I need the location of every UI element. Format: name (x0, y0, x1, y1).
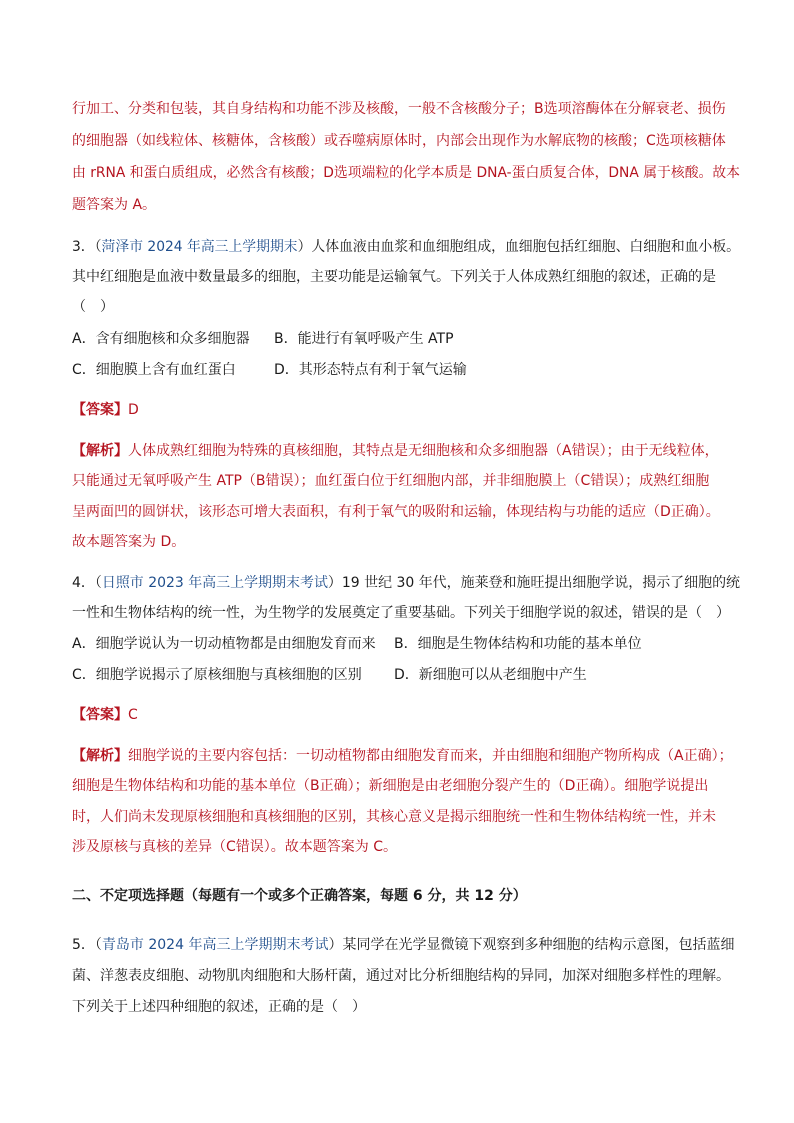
question-3-answer: 【答案】D (72, 402, 139, 418)
question-4-stem-line: 一性和生物体结构的统一性，为生物学的发展奠定了重要基础。下列关于细胞学说的叙述，错误的是（ ） (72, 605, 730, 621)
question-3-paren: （ ） (72, 299, 114, 315)
question-3-option-c: C．细胞膜上含有血红蛋白 (72, 362, 236, 378)
question-3-option-b: B．能进行有氧呼吸产生 ATP (274, 331, 454, 347)
question-4-option-c: C．细胞学说揭示了原核细胞与真核细胞的区别 (72, 667, 362, 683)
question-source: 日照市 2023 年高三上学期期末考试 (101, 575, 328, 591)
question-5-stem: 5．（青岛市 2024 年高三上学期期末考试）某同学在光学显微镜下观察到多种细胞的结构示意图，包括蓝细 (72, 937, 735, 953)
question-4-explanation: 【解析】细胞学说的主要内容包括：一切动植物都由细胞发育而来，并由细胞和细胞产物所构成（A正确）； (72, 748, 733, 764)
question-source: 青岛市 2024 年高三上学期期末考试 (101, 937, 329, 953)
prev-explanation-line: 行加工、分类和包装，其自身结构和功能不涉及核酸，一般不含核酸分子；B选项溶酶体在分解衰老、损伤 (72, 101, 726, 117)
question-5-stem-line: 下列关于上述四种细胞的叙述，正确的是（ ） (72, 999, 366, 1015)
question-3-explanation-line: 呈两面凹的圆饼状，该形态可增大表面积，有利于氧气的吸附和运输，体现结构与功能的适应（D正确）。 (72, 504, 720, 520)
question-4-stem: 4．（日照市 2023 年高三上学期期末考试）19 世纪 30 年代，施莱登和施旺提出细胞学说，揭示了细胞的统 (72, 575, 741, 591)
question-4-option-a: A．细胞学说认为一切动植物都是由细胞发育而来 (72, 636, 376, 652)
question-4-option-d: D．新细胞可以从老细胞中产生 (394, 667, 587, 683)
question-4-explanation-line: 细胞是生物体结构和功能的基本单位（B正确）；新细胞是由老细胞分裂产生的（D正确）。细胞学说提出 (72, 778, 709, 794)
question-4-explanation-line: 涉及原核与真核的差异（C错误）。故本题答案为 C。 (72, 839, 397, 855)
question-4-option-b: B．细胞是生物体结构和功能的基本单位 (394, 636, 642, 652)
section-heading: 二、不定项选择题（每题有一个或多个正确答案，每题 6 分，共 12 分） (72, 888, 527, 904)
prev-explanation-line: 由 rRNA 和蛋白质组成，必然含有核酸；D选项端粒的化学本质是 DNA-蛋白质复合体，DNA 属于核酸。故本 (72, 165, 741, 181)
question-3-explanation: 【解析】人体成熟红细胞为特殊的真核细胞，其特点是无细胞核和众多细胞器（A错误）；由于无线粒体， (72, 443, 719, 459)
question-3-stem-line: 其中红细胞是血液中数量最多的细胞，主要功能是运输氧气。下列关于人体成熟红细胞的叙述，正确的是 (72, 269, 716, 285)
question-3-option-a: A．含有细胞核和众多细胞器 (72, 331, 250, 347)
question-4-explanation-line: 时，人们尚未发现原核细胞和真核细胞的区别，其核心意义是揭示细胞统一性和生物体结构统一性，并未 (72, 809, 716, 825)
question-source: 菏泽市 2024 年高三上学期期末 (101, 239, 298, 255)
question-3-option-d: D．其形态特点有利于氧气运输 (274, 362, 467, 378)
question-3-explanation-line: 只能通过无氧呼吸产生 ATP（B错误）；血红蛋白位于红细胞内部，并非细胞膜上（C错误）；成熟红细胞 (72, 473, 710, 489)
question-3-explanation-line: 故本题答案为 D。 (72, 534, 186, 550)
prev-explanation-line: 的细胞器（如线粒体、核糖体，含核酸）或吞噬病原体时，内部会出现作为水解底物的核酸；C选项核糖体 (72, 133, 726, 149)
question-4-answer: 【答案】C (72, 707, 138, 723)
prev-explanation-line: 题答案为 A。 (72, 197, 157, 213)
question-5-stem-line: 菌、洋葱表皮细胞、动物肌肉细胞和大肠杆菌，通过对比分析细胞结构的异同，加深对细胞多样性的理解。 (72, 968, 730, 984)
question-3-stem: 3．（菏泽市 2024 年高三上学期期末）人体血液由血浆和血细胞组成，血细胞包括红细胞、白细胞和血小板。 (72, 239, 740, 255)
